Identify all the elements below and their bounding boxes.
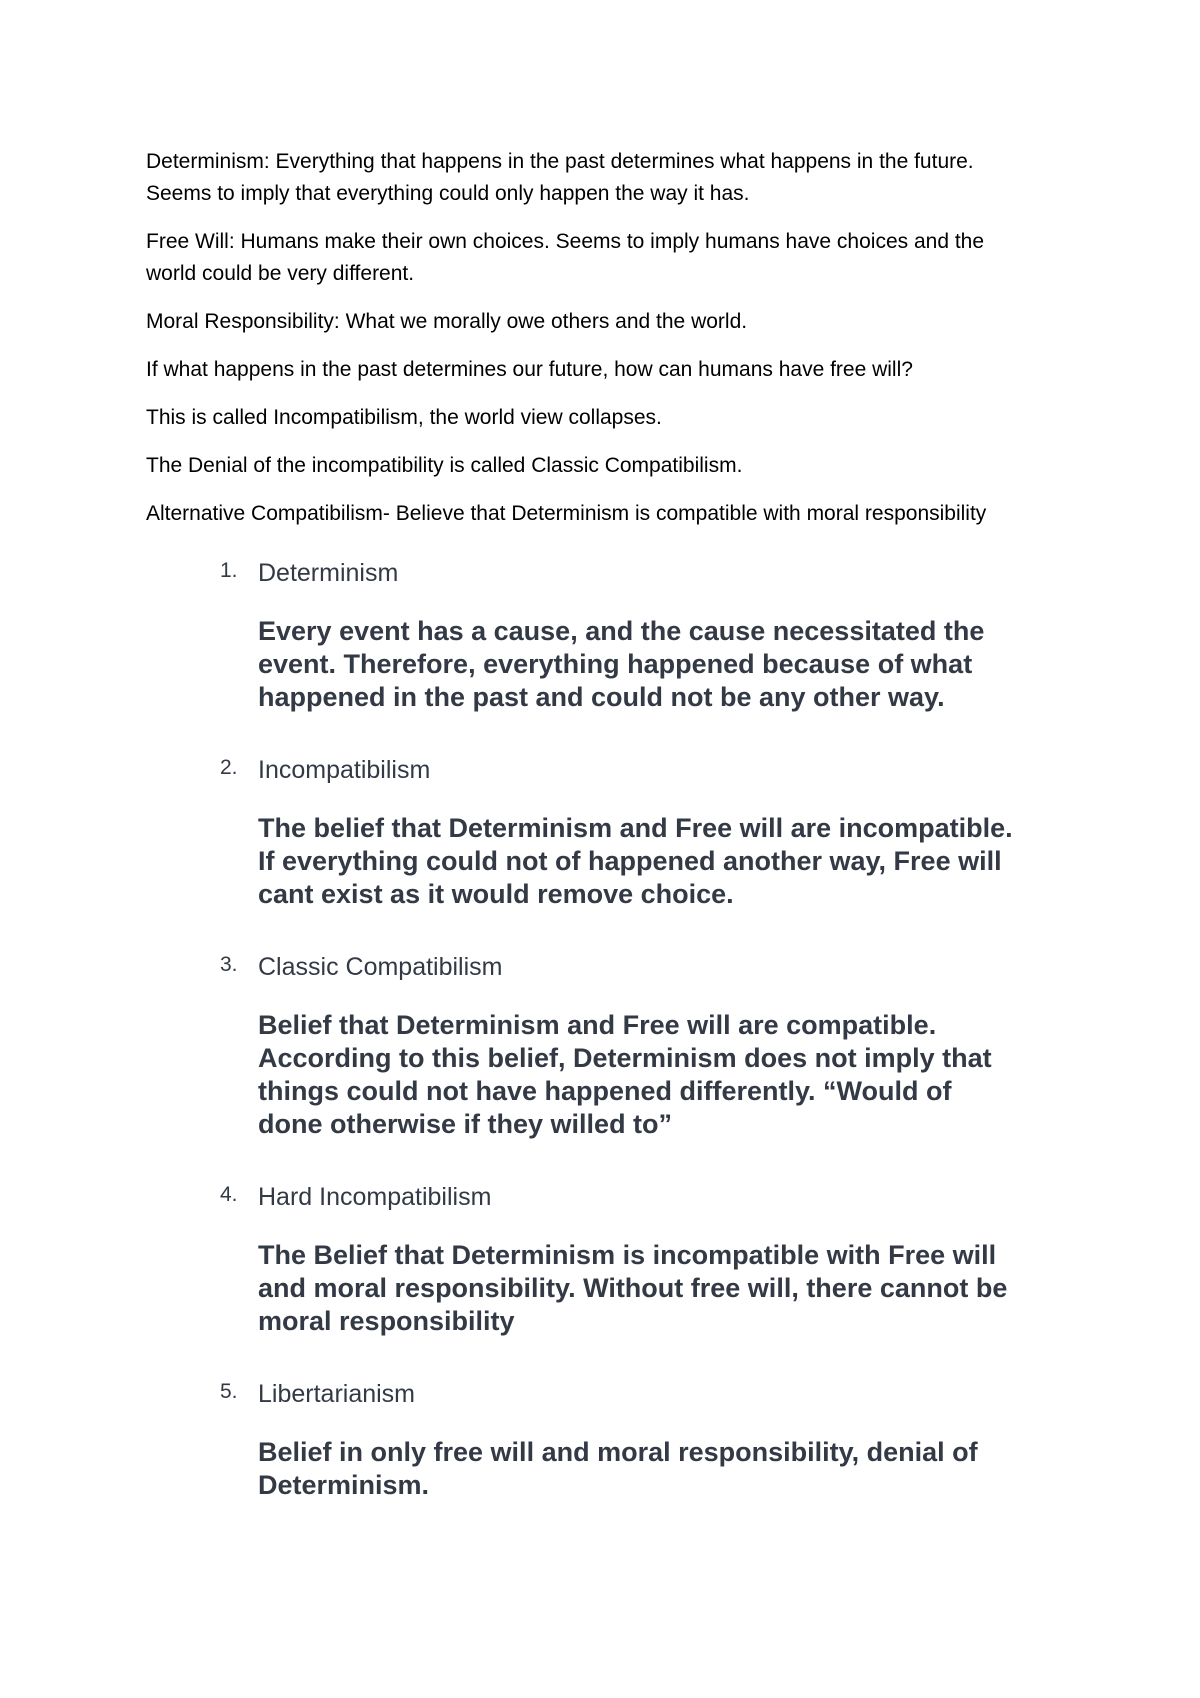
term-definition [258, 812, 1058, 911]
intro-line: Moral Responsibility: What we morally owe others and the world. [146, 310, 748, 333]
intro-line: Determinism: Everything that happens in the past determines what happens in the future. [146, 150, 974, 173]
term-name: Hard Incompatibilism [258, 1183, 492, 1211]
definition-line: Every event has a cause, and the cause necessitated the [258, 616, 985, 646]
definition-line: and moral responsibility. Without free will, there cannot be [258, 1273, 1008, 1303]
intro-line: The Denial of the incompatibility is called Classic Compatibilism. [146, 454, 743, 477]
definition-line: event. Therefore, everything happened because of what [258, 649, 973, 679]
intro-line: Free Will: Humans make their own choices. Seems to imply humans have choices and the [146, 230, 985, 253]
intro-paragraph-classic-compatibilism [146, 450, 1086, 482]
intro-line: Alternative Compatibilism- Believe that Determinism is compatible with moral responsibility [146, 502, 987, 525]
intro-paragraph-alternative-compatibilism [146, 498, 1086, 530]
definition-line: The Belief that Determinism is incompatible with Free will [258, 1240, 997, 1270]
definition-line: According to this belief, Determinism does not imply that [258, 1043, 992, 1073]
term-item-incompatibilism [0, 754, 1200, 911]
definition-line: cant exist as it would remove choice. [258, 879, 734, 909]
definition-line: Determinism. [258, 1470, 430, 1500]
intro-line: If what happens in the past determines our future, how can humans have free will? [146, 358, 913, 381]
definition-line: things could not have happened differently. “Would of [258, 1076, 952, 1106]
definition-line: If everything could not of happened another way, Free will [258, 846, 1002, 876]
definition-line: The belief that Determinism and Free will are incompatible. [258, 813, 1013, 843]
term-definition [258, 1009, 1058, 1141]
term-name: Libertarianism [258, 1380, 416, 1408]
intro-paragraph-determinism [146, 146, 1086, 210]
intro-paragraph-question [146, 354, 1086, 386]
terms-list [0, 557, 1200, 1502]
term-number: 2. [220, 756, 238, 779]
term-definition [258, 1239, 1058, 1338]
term-item-classic-compatibilism [0, 951, 1200, 1141]
intro-paragraph-moral-responsibility [146, 306, 1086, 338]
term-number: 5. [220, 1380, 238, 1403]
intro-line: world could be very different. [146, 262, 415, 285]
term-number: 3. [220, 953, 238, 976]
intro-line: This is called Incompatibilism, the world view collapses. [146, 406, 662, 429]
term-item-libertarianism [0, 1378, 1200, 1502]
term-number: 1. [220, 559, 238, 582]
term-item-hard-incompatibilism [0, 1181, 1200, 1338]
intro-section [146, 146, 1086, 546]
definition-line: Belief in only free will and moral responsibility, denial of [258, 1437, 978, 1467]
term-definition [258, 615, 1058, 714]
term-name: Incompatibilism [258, 756, 431, 784]
term-number: 4. [220, 1183, 238, 1206]
definition-line: done otherwise if they willed to” [258, 1109, 673, 1139]
intro-line: Seems to imply that everything could only happen the way it has. [146, 182, 750, 205]
term-name: Classic Compatibilism [258, 953, 503, 981]
term-definition [258, 1436, 1058, 1502]
term-name: Determinism [258, 559, 399, 587]
definition-line: Belief that Determinism and Free will are compatible. [258, 1010, 937, 1040]
definition-line: happened in the past and could not be any other way. [258, 682, 945, 712]
term-item-determinism [0, 557, 1200, 714]
definition-line: moral responsibility [258, 1306, 515, 1336]
intro-paragraph-free-will [146, 226, 1086, 290]
intro-paragraph-incompatibilism [146, 402, 1086, 434]
